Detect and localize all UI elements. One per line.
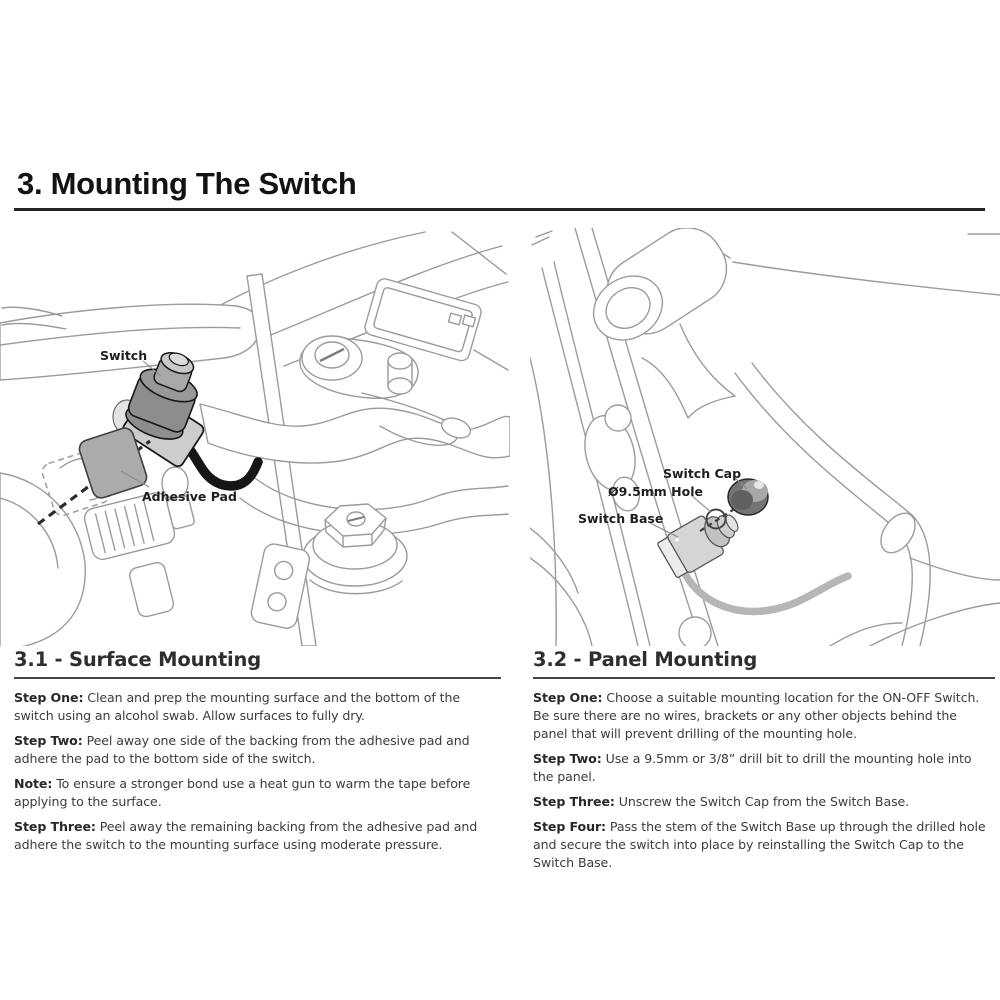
- step-text: Peel away the remaining backing from the adhesive pad and adhere the switch to the mounting surface using moderate pressure.: [14, 819, 478, 853]
- step-paragraph: [533, 793, 995, 811]
- step-text: To ensure a stronger bond use a heat gun to warm the tape before applying to the surface.: [14, 776, 471, 810]
- step-label: Step Three:: [533, 794, 615, 810]
- page-title: 3. Mounting The Switch: [17, 166, 357, 201]
- panel-mounting-diagram: [530, 228, 1000, 646]
- step-label: Step Two:: [533, 751, 602, 767]
- step-paragraph: [14, 818, 501, 854]
- step-text: Peel away one side of the backing from the adhesive pad and adhere the pad to the bottom side of the switch.: [14, 733, 470, 767]
- switch-label: Switch: [100, 348, 148, 363]
- section-surface-mounting: [14, 649, 501, 861]
- section-heading: 3.2 - Panel Mounting: [533, 648, 758, 671]
- step-paragraph: [14, 689, 501, 725]
- section-rule: [533, 677, 995, 679]
- step-text: Clean and prep the mounting surface and the bottom of the switch using an alcohol swab. Allow surfaces to fully dry.: [14, 690, 460, 724]
- title-rule: [14, 208, 985, 211]
- step-text: Pass the stem of the Switch Base up through the drilled hole and secure the switch into place by reinstalling the Switch Cap to the Switch Base.: [533, 819, 986, 871]
- step-label: Step Three:: [14, 819, 96, 835]
- step-paragraph: [14, 732, 501, 768]
- step-paragraph: [533, 818, 995, 872]
- frame-line-art: [530, 228, 1000, 646]
- switch-base-graphic: [656, 502, 747, 580]
- panel-wire-path: [682, 568, 848, 611]
- switch-cap-label: Switch Cap: [663, 466, 742, 481]
- section-panel-mounting: [533, 649, 995, 879]
- step-label: Step Four:: [533, 819, 606, 835]
- section-rule: [14, 677, 501, 679]
- adhesive-pad-label: Adhesive Pad: [142, 489, 237, 504]
- switch-base-label: Switch Base: [578, 511, 664, 526]
- step-text: Unscrew the Switch Cap from the Switch Base.: [618, 794, 910, 810]
- step-paragraph: [533, 689, 995, 743]
- step-label: Step Two:: [14, 733, 83, 749]
- switch-cap-graphic: [728, 479, 768, 515]
- motorcycle-line-art: [0, 232, 510, 646]
- hole-label: Ø9.5mm Hole: [608, 484, 703, 499]
- step-text: Choose a suitable mounting location for the ON-OFF Switch. Be sure there are no wires, brackets or any other objects behind the panel that will prevent drilling of the mounting hole.: [533, 690, 980, 742]
- section-heading: 3.1 - Surface Mounting: [14, 648, 261, 671]
- step-text: Use a 9.5mm or 3/8” drill bit to drill the mounting hole into the panel.: [533, 751, 972, 785]
- step-paragraph: [14, 775, 501, 811]
- step-label: Step One:: [533, 690, 603, 706]
- step-label: Step One:: [14, 690, 84, 706]
- step-label: Note:: [14, 776, 53, 792]
- step-paragraph: [533, 750, 995, 786]
- surface-mounting-diagram: [0, 228, 510, 646]
